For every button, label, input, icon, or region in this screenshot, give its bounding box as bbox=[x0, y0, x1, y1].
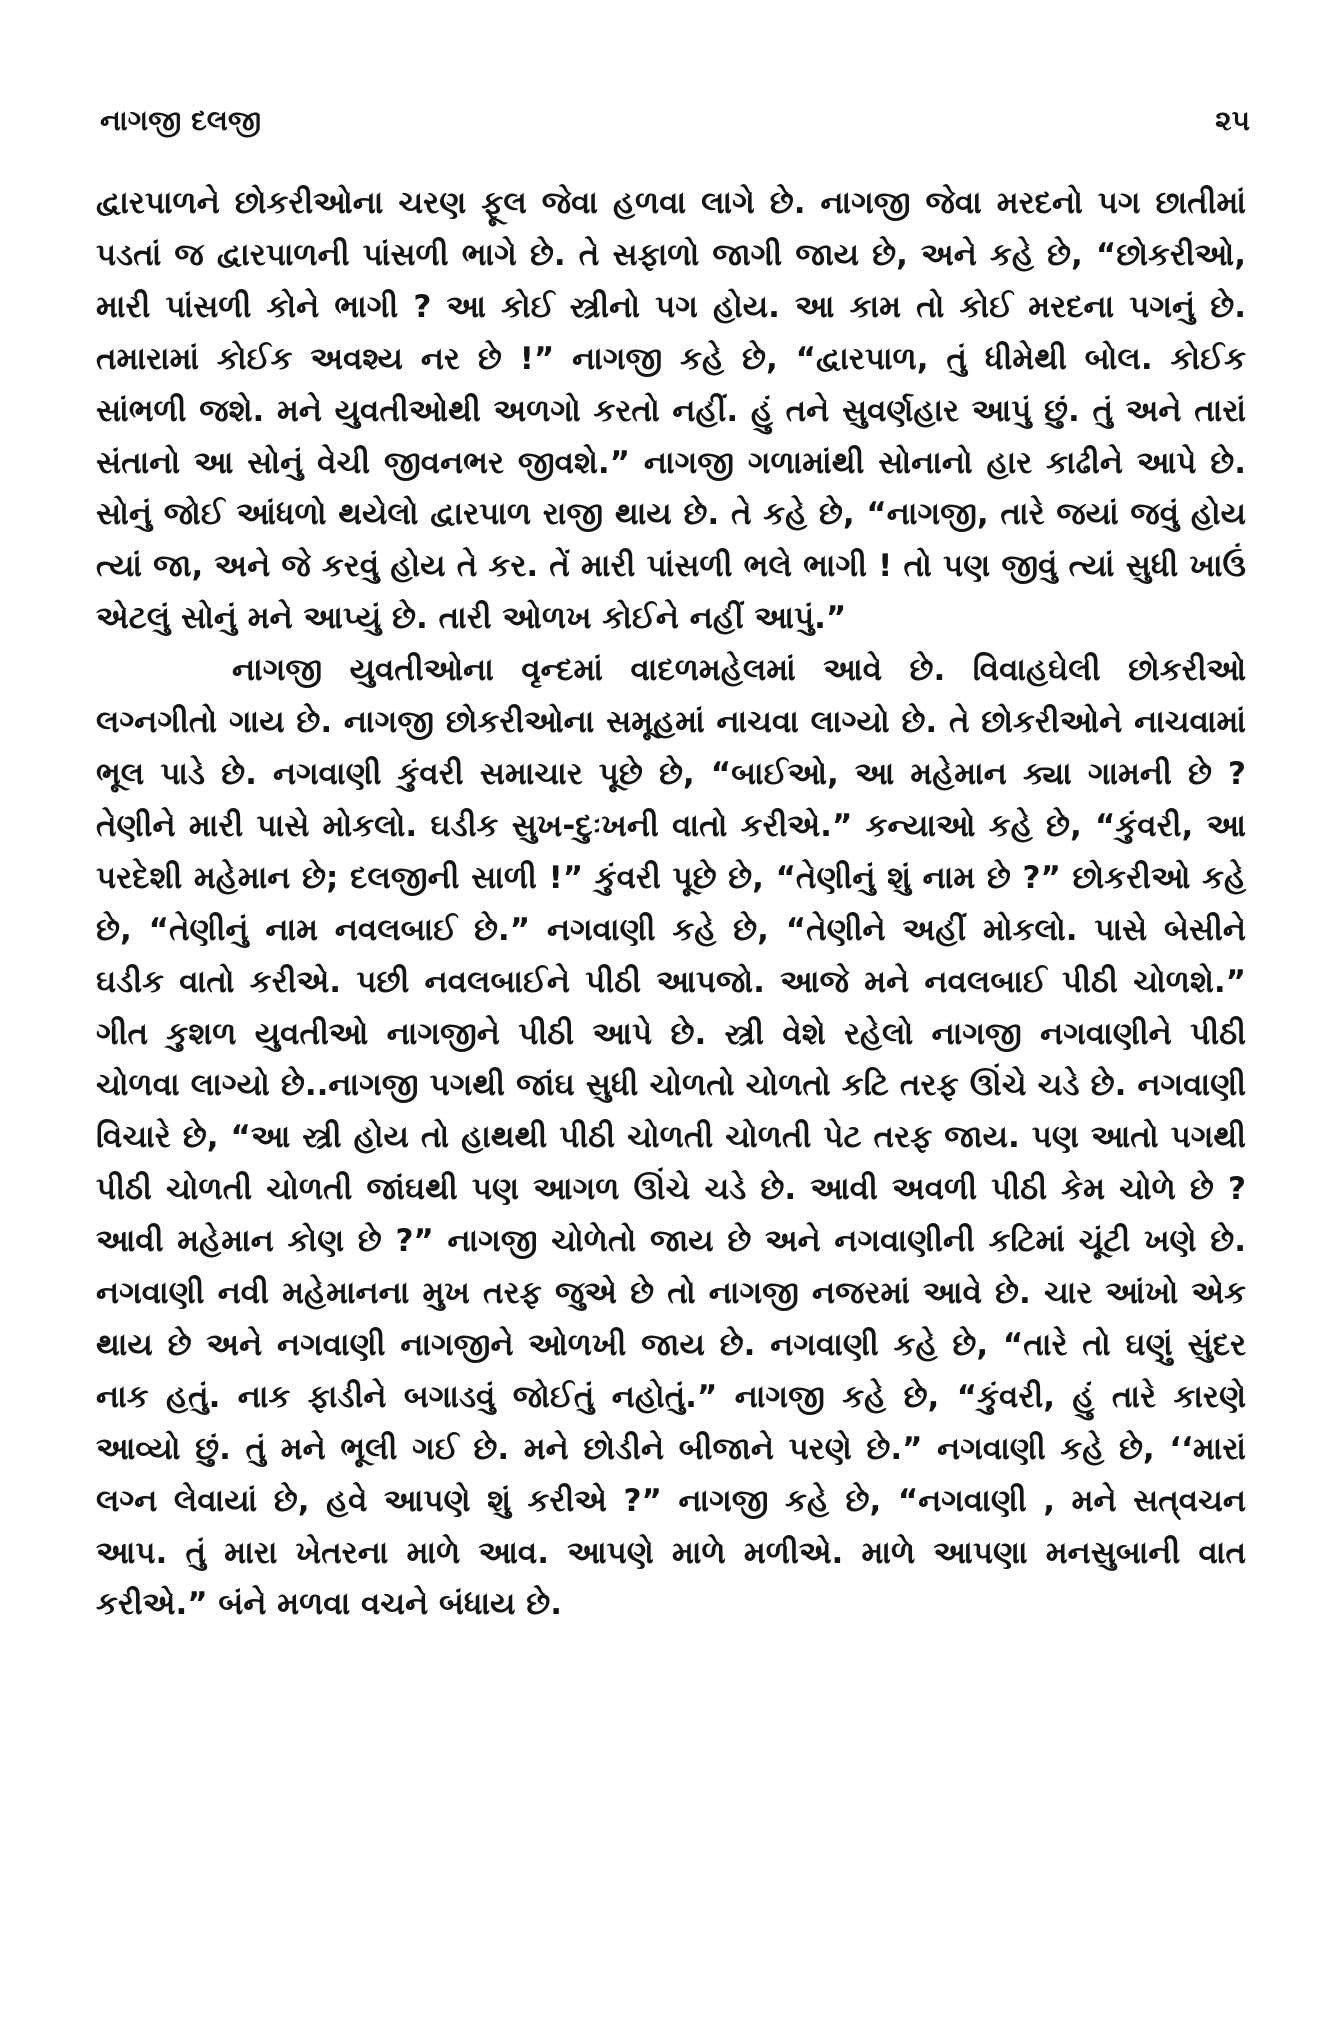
running-header-title: નાગજી દલજી bbox=[100, 104, 262, 137]
running-header bbox=[100, 96, 1250, 146]
page-body bbox=[96, 178, 1246, 1631]
page-number: ૨૫ bbox=[1215, 104, 1250, 137]
paragraph-dwarpal: દ્વારપાળને છોકરીઓના ચરણ ફૂલ જેવા હળવા લાગે છે. નાગજી જેવા મરદનો પગ છાતીમાં પડતાં જ દ્વારપાળની પાંસળી ભાગે છે. તે સફાળો જાગી જાય છે, અને કહે છે, “છોકરીઓ, મારી પાંસળી કોને ભાગી ? આ કોઈ સ્ત્રીનો પગ હોય. આ કામ તો કોઈ મરદના પગનું છે. તમારામાં કોઈક અવશ્ય નર છે !” નાગજી કહે છે, “દ્વારપાળ, તું ધીમેથી બોલ. કોઈક સાંભળી જશે. મને યુવતીઓથી અળગો કરતો નહીં. હું તને સુવર્ણહાર આપું છું. તું અને તારાં સંતાનો આ સોનું વેચી જીવનભર જીવશે.” નાગજી ગળામાંથી સોનાનો હાર કાઢીને આપે છે. સોનું જોઈ આંધળો થયેલો દ્વારપાળ રાજી થાય છે. તે કહે છે, “નાગજી, તારે જયાં જવું હોય ત્યાં જા, અને જે કરવું હોય તે કર. તેં મારી પાંસળી ભલે ભાગી ! તો પણ જીવું ત્યાં સુધી ખાઉં એટલું સોનું મને આપ્યું છે. તારી ઓળખ કોઈને નહીં આપું.” bbox=[96, 185, 1246, 637]
paragraph-nagvani: નાગજી યુવતીઓના વૃન્દમાં વાદળમહેલમાં આવે છે. વિવાહઘેલી છોકરીઓ લગ્નગીતો ગાય છે. નાગજી છોકરીઓના સમૂહમાં નાચવા લાગ્યો છે. તે છોકરીઓને નાચવામાં ભૂલ પાડે છે. નગવાણી કુંવરી સમાચાર પૂછે છે, “બાઈઓ, આ મહેમાન ક્યા ગામની છે ? તેણીને મારી પાસે મોકલો. ઘડીક સુખ-દુઃખની વાતો કરીએ.” કન્યાઓ કહે છે, “કુંવરી, આ પરદેશી મહેમાન છે; દલજીની સાળી !” કુંવરી પૂછે છે, “તેણીનું શું નામ છે ?” છોકરીઓ કહે છે, “તેણીનું નામ નવલબાઈ છે.” નગવાણી કહે છે, “તેણીને અહીં મોકલો. પાસે બેસીને ઘડીક વાતો કરીએ. પછી નવલબાઈને પીઠી આપજો. આજે મને નવલબાઈ પીઠી ચોળશે.” ગીત કુશળ યુવતીઓ નાગજીને પીઠી આપે છે. સ્ત્રી વેશે રહેલો નાગજી નગવાણીને પીઠી ચોળવા લાગ્યો છે..નાગજી પગથી જાંઘ સુધી ચોળતો ચોળતો કટિ તરફ ઊંચે ચડે છે. નગવાણી વિચારે છે, “આ સ્ત્રી હોય તો હાથથી પીઠી ચોળતી ચોળતી પેટ તરફ જાય. પણ આતો પગથી પીઠી ચોળતી ચોળતી જાંઘથી પણ આગળ ઊંચે ચડે છે. આવી અવળી પીઠી કેમ ચોળે છે ? આવી મહેમાન કોણ છે ?” નાગજી ચોળેતો જાય છે અને નગવાણીની કટિમાં ચૂંટી ખણે છે. નગવાણી નવી મહેમાનના મુખ તરફ જુએ છે તો નાગજી નજરમાં આવે છે. ચાર આંખો એક થાય છે અને નગવાણી નાગજીને ઓળખી જાય છે. નગવાણી કહે છે, “તારે તો ઘણું સુંદર નાક હતું. નાક ફાડીને બગાડવું જોઈતું નહોતું.” નાગજી કહે છે, “કુંવરી, હું તારે કારણે આવ્યો છું. તું મને ભૂલી ગઈ છે. મને છોડીને બીજાને પરણે છે.” નગવાણી કહે છે, ‘‘મારાં લગ્ન લેવાયાં છે, હવે આપણે શું કરીએ ?” નાગજી કહે છે, “નગવાણી , મને સત્‌વચન આપ. તું મારા ખેતરના માળે આવ. આપણે માળે મળીએ. માળે આપણા મનસુબાની વાત કરીએ.” બંને મળવા વચને બંધાય છે. bbox=[96, 652, 1246, 1623]
